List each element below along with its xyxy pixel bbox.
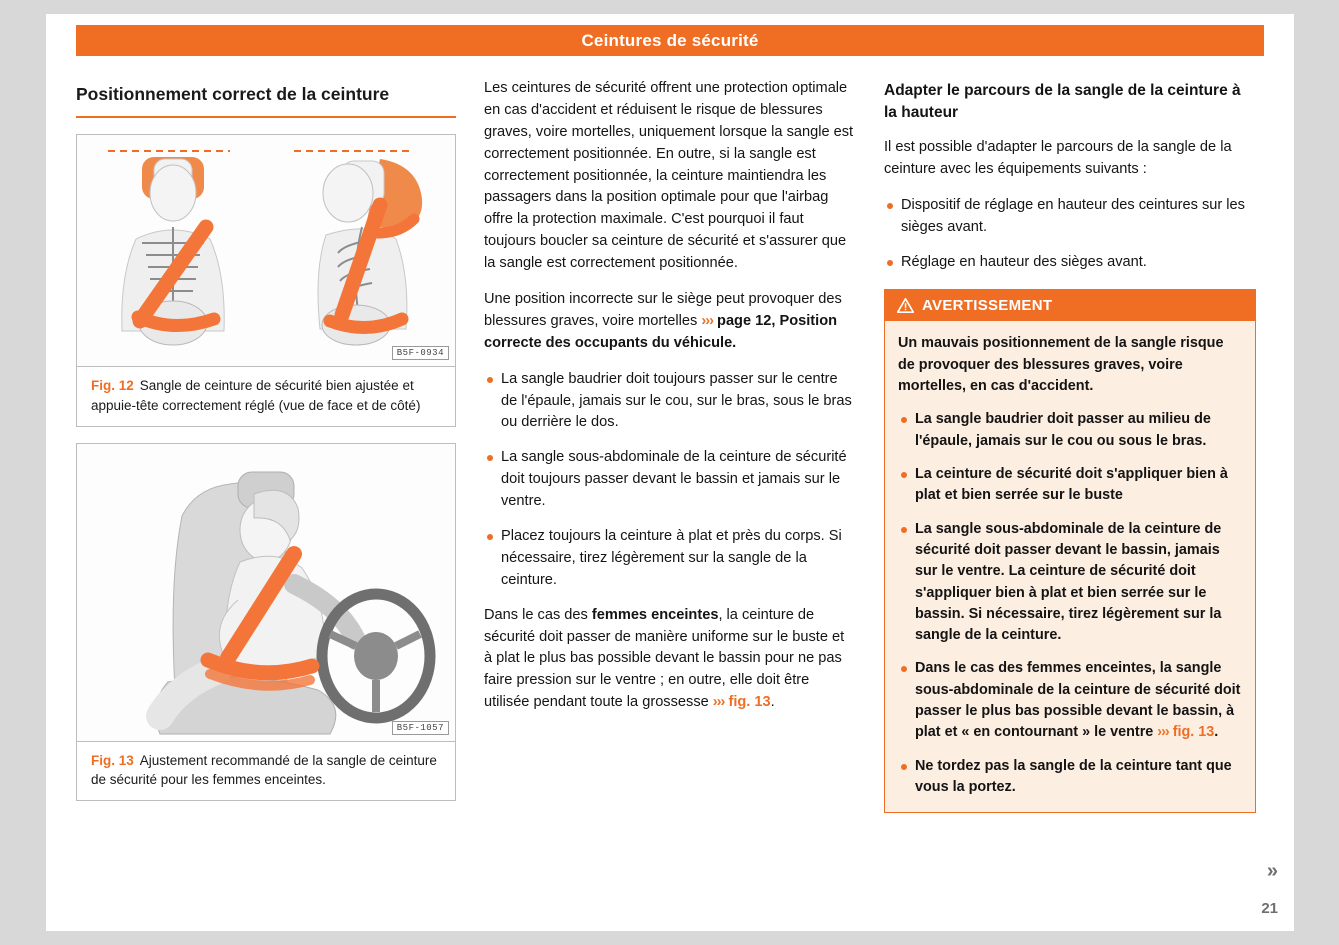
warning-bullet-pregnant-text: Dans le cas des femmes enceintes, la sangle sous-abdominale de la ceinture de sécurité doit passer le plus bas possible devant le bassin, à plat et « en contournant » le ventre — [915, 660, 1241, 741]
figure-12-caption — [77, 367, 455, 425]
warning-header — [885, 290, 1255, 321]
bullet-flat-close-body: Placez toujours la ceinture à plat et près du corps. Si nécessaire, tirez légèrement sur la sangle de la ceinture. — [484, 526, 856, 592]
document-page — [46, 14, 1294, 931]
figure-13-box — [76, 443, 456, 801]
figure-12-code: B5F-0934 — [392, 346, 449, 360]
figure-13-caption — [77, 742, 455, 800]
header-title: Ceintures de sécurité — [581, 30, 759, 50]
figure-13-image — [77, 444, 455, 742]
warning-box — [884, 289, 1256, 813]
warning-bullet-pregnant — [898, 658, 1242, 743]
figure-12-box — [76, 134, 456, 426]
seatbelt-front-side-illustration — [77, 135, 455, 367]
figure-12-caption-text: Sangle de ceinture de sécurité bien ajustée et appuie-tête correctement réglé (vue de face et de côté) — [91, 378, 421, 413]
bullet-shoulder-strap: La sangle baudrier doit toujours passer sur le centre de l'épaule, jamais sur le cou, sur le bras, sous le bras ou derrière le dos. — [484, 369, 856, 435]
warning-bullet-no-twist: Ne tordez pas la sangle de la ceinture tant que vous la portez. — [898, 756, 1242, 799]
page-header-bar — [76, 25, 1264, 56]
figure-12-label: Fig. 12 — [91, 378, 134, 394]
page-content — [76, 74, 1264, 894]
page-title: Positionnement correct de la ceinture — [76, 82, 456, 118]
continuation-arrow-icon: » — [1266, 860, 1278, 882]
column-right — [884, 74, 1256, 894]
warning-bullet-shoulder: La sangle baudrier doit passer au milieu de l'épaule, jamais sur le cou ou sous le bras. — [898, 409, 1242, 452]
warning-bullet-flat-chest: La ceinture de sécurité doit s'appliquer bien à plat et bien serrée sur le buste — [898, 464, 1242, 507]
cross-ref-arrows-icon-3: ››› — [1157, 724, 1169, 741]
bullet-belt-height-device: Dispositif de réglage en hauteur des ceintures sur les sièges avant. — [884, 195, 1256, 239]
paragraph-pregnant-end: . — [770, 694, 775, 711]
warning-cross-ref-fig-13: fig. 13 — [1172, 724, 1215, 741]
pregnant-women-emphasis: femmes enceintes — [591, 606, 719, 623]
column-left — [76, 74, 456, 894]
figure-12-image — [77, 135, 455, 367]
warning-triangle-icon — [897, 298, 914, 313]
column-middle — [484, 74, 856, 894]
cross-ref-fig-13: fig. 13 — [728, 694, 771, 711]
paragraph-belt-protection: Les ceintures de sécurité offrent une protection optimale en cas d'accident et réduisent le risque de blessures graves, voire mortelles, uniquement lorsque la sangle est correctement positionnée. En outre, si la sangle est correctement positionnée, la ceinture maintiendra les passagers dans la position optimale pour que l'airbag offre la protection maximale. C'est pourquoi il faut toujours boucler sa ceinture de sécurité et s'assurer que la sangle est correctement positionnée. — [484, 80, 854, 272]
paragraph-incorrect-position — [484, 289, 856, 355]
cross-ref-arrows-icon: ››› — [701, 312, 713, 329]
paragraph-pregnant-women — [484, 605, 856, 714]
warning-bullet-lap-pelvis: La sangle sous-abdominale de la ceinture de sécurité doit passer devant le bassin, jamais sur le ventre. La ceinture de sécurité doit s'appliquer bien à plat et bien serrée sur le bassin. Si nécessaire, tirez légèrement sur la sangle de la ceinture. — [898, 519, 1242, 647]
warning-bullet-pregnant-end: . — [1214, 724, 1219, 741]
subsection-title-height-adjust: Adapter le parcours de la sangle de la ceinture à la hauteur — [884, 82, 1241, 122]
cross-ref-page-12: page 12, Position correcte des occupants du véhicule. — [484, 312, 838, 351]
page-number: 21 — [1261, 900, 1278, 917]
figure-13-code: B5F-1057 — [392, 721, 449, 735]
cross-ref-arrows-icon-2: ››› — [712, 694, 725, 711]
figure-13-caption-text: Ajustement recommandé de la sangle de ceinture de sécurité pour les femmes enceintes. — [91, 752, 437, 787]
paragraph-pregnant-mid: , la ceinture de sécurité doit passer de manière uniforme sur le buste et à plat le plus bas possible devant le bassin pour ne pas faire pression sur le ventre ; en outre, elle doit être utilisée pendant toute la grossesse — [484, 606, 845, 711]
paragraph-incorrect-position-text: Une position incorrecte sur le siège peut provoquer des blessures graves, voire mortelles — [484, 291, 842, 329]
bullet-lap-strap: La sangle sous-abdominale de la ceinture de sécurité doit toujours passer devant le bassin et jamais sur le ventre. — [484, 447, 856, 513]
warning-title: AVERTISSEMENT — [922, 297, 1053, 315]
warning-body — [885, 321, 1255, 812]
pregnant-driver-belt-illustration — [77, 444, 455, 742]
paragraph-height-adjust-intro: Il est possible d'adapter le parcours de la sangle de la ceinture avec les équipements suivants : — [884, 138, 1232, 177]
figure-13-label: Fig. 13 — [91, 752, 134, 768]
bullet-seat-height-adjust: Réglage en hauteur des sièges avant. — [884, 252, 1256, 274]
paragraph-pregnant-pre: Dans le cas des — [484, 606, 592, 623]
warning-paragraph-intro: Un mauvais positionnement de la sangle risque de provoquer des blessures graves, voire mortelles, en cas d'accident. — [898, 335, 1224, 395]
